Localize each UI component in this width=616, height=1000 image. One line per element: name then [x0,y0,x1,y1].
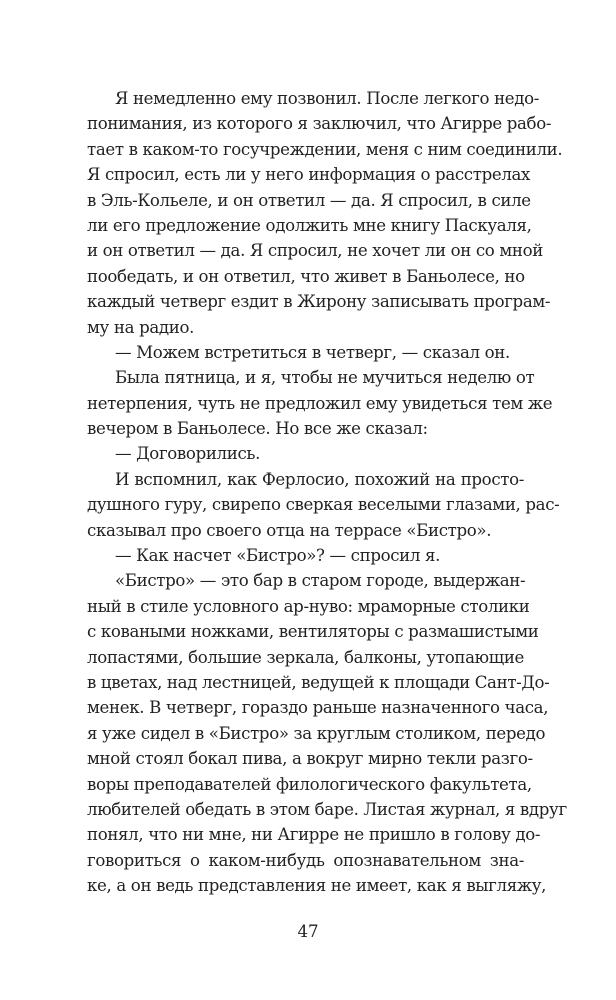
page-number: 47 [297,922,319,941]
paragraph [87,441,524,466]
paragraph [87,365,553,441]
text-line: менек. В четверг, гораздо раньше назначенного часа, [87,698,549,718]
text-line: нетерпения, чуть не предложил ему увидеться тем же [87,393,553,413]
text-line: в Эль-Кольеле, и он ответил — да. Я спросил, в силе [87,190,531,210]
text-line: — Договорились. [115,444,261,464]
text-line: я уже сидел в «Бистро» за круглым столиком, передо [87,723,546,743]
paragraph [87,340,524,365]
text-line: понял, что ни мне, ни Агирре не пришло в голову до- [87,825,541,845]
text-line: ный в стиле условного ар-нуво: мраморные столики [87,596,530,616]
text-line: и он ответил — да. Я спросил, не хочет ли он со мной [87,241,543,261]
text-line: в цветах, над лестницей, ведущей к площади Сант-До- [87,672,550,692]
text-line: с коваными ножками, вентиляторы с размашистыми [87,622,539,642]
text-line: му на радио. [87,317,195,337]
paragraph [87,467,560,543]
text-line: лопастями, большие зеркала, балконы, утопающие [87,647,524,667]
text-line: сказывал про своего отца на террасе «Бистро». [87,520,492,540]
text-line: говориться о каком-нибудь опознавательном зна- [87,850,524,870]
text-line: мной стоял бокал пива, а вокруг мирно текли разго- [87,749,533,769]
paragraph [87,543,524,568]
text-line: Была пятница, и я, чтобы не мучиться неделю от [115,368,535,388]
paragraph [87,86,563,340]
body-text [87,86,567,899]
paragraph [87,568,567,898]
text-line: ке, а он ведь представления не имеет, как я выгляжу, [87,876,547,896]
text-line: воры преподавателей филологического факультета, [87,774,532,794]
text-line: «Бистро» — это бар в старом городе, выдержан- [115,571,526,591]
text-line: каждый четверг ездит в Жирону записывать програм- [87,292,551,312]
text-line: ли его предложение одолжить мне книгу Паскуаля, [87,215,532,235]
text-line: понимания, из которого я заключил, что Агирре рабо- [87,114,552,134]
text-line: вечером в Баньолесе. Но все же сказал: [87,419,428,439]
text-line: Я немедленно ему позвонил. После легкого недо- [115,89,540,108]
text-line: Я спросил, есть ли у него информация о расстрелах [87,165,531,185]
text-line: любителей обедать в этом баре. Листая журнал, я вдруг [87,799,567,819]
text-line: пообедать, и он ответил, что живет в Баньолесе, но [87,266,525,286]
text-line: душного гуру, свирепо сверкая веселыми глазами, рас- [87,495,560,515]
text-line: — Можем встретиться в четверг, — сказал он. [115,342,510,362]
text-line: — Как насчет «Бистро»? — спросил я. [115,546,441,566]
text-line: И вспомнил, как Ферлосио, похожий на просто- [115,469,524,489]
text-line: тает в каком-то госучреждении, меня с ним соединили. [87,139,563,159]
